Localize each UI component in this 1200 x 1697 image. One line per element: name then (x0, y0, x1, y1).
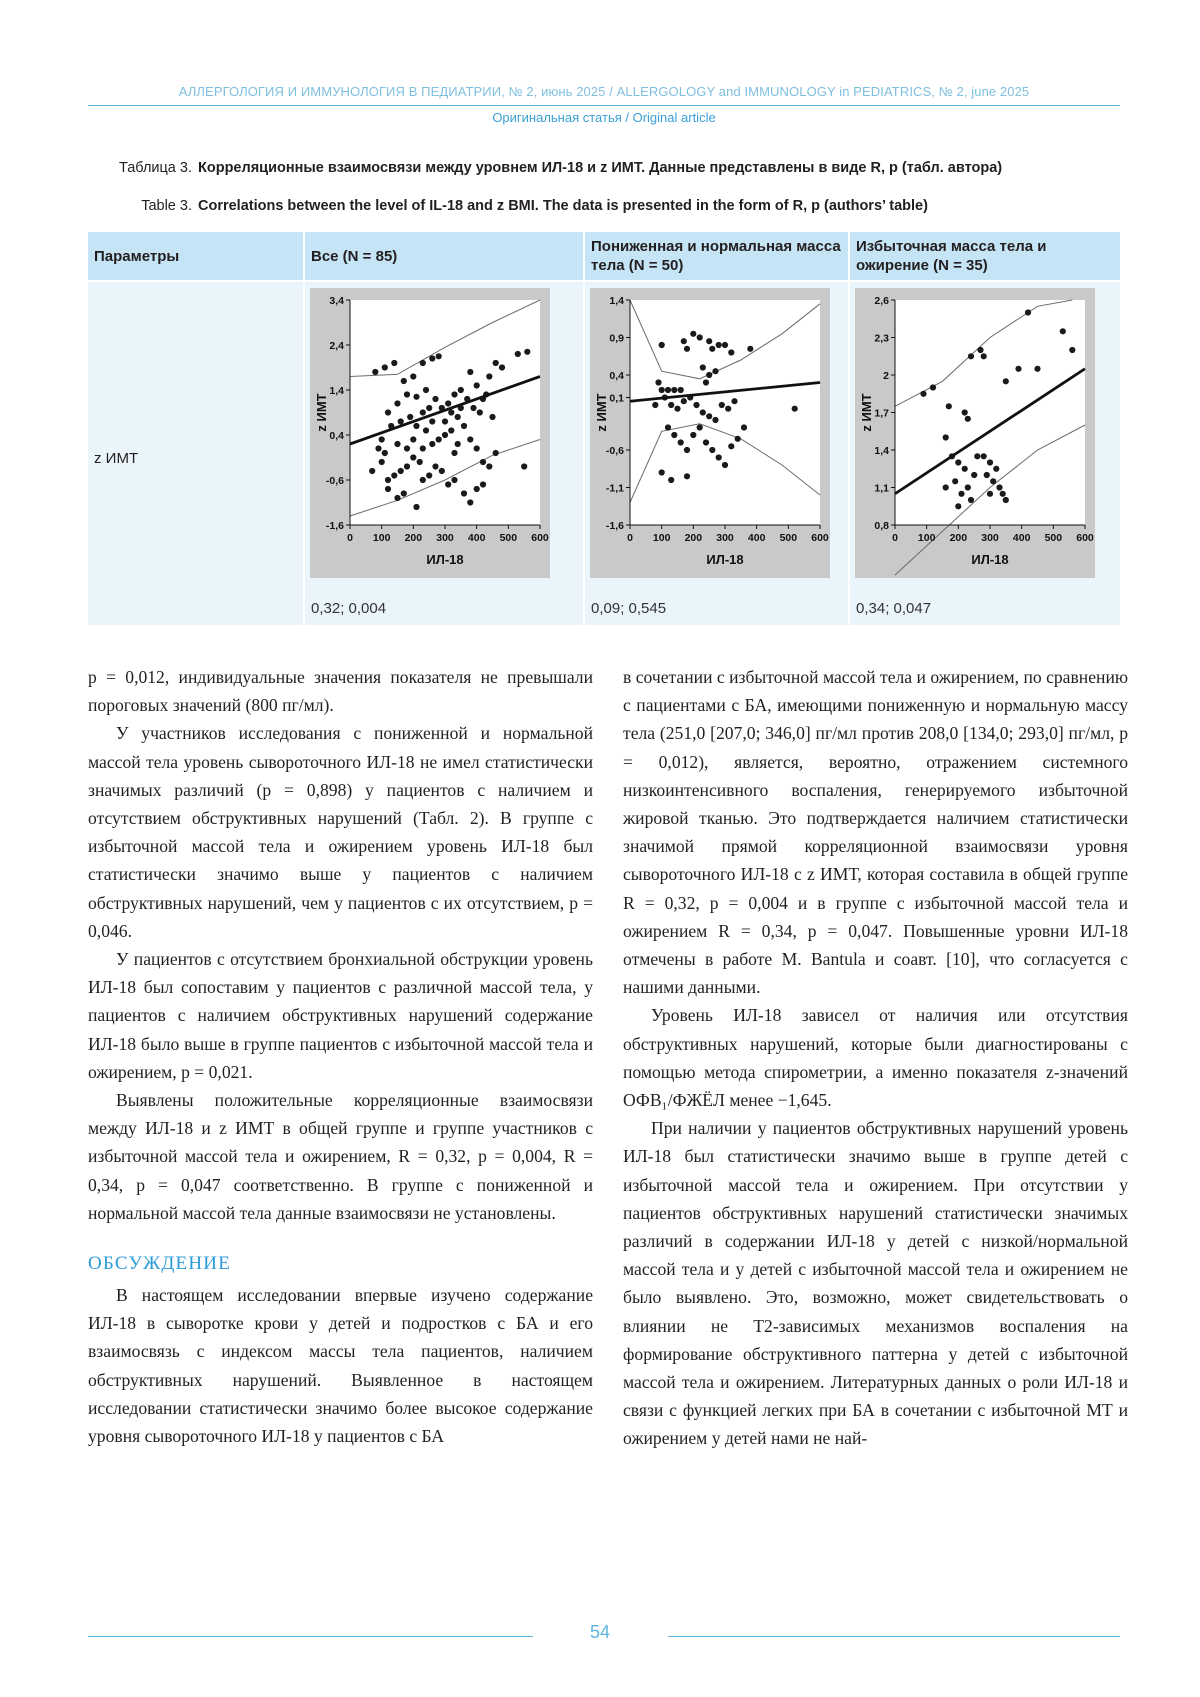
data-point (968, 497, 974, 503)
data-point (499, 364, 505, 370)
table-header-row (88, 232, 1120, 280)
data-point (792, 406, 798, 412)
data-point (407, 414, 413, 420)
y-tick-label: -0,6 (605, 445, 624, 457)
y-tick-label: 0,4 (329, 430, 344, 442)
data-point (728, 349, 734, 355)
data-point (410, 373, 416, 379)
data-point (417, 459, 423, 465)
data-point (445, 400, 451, 406)
data-point (1025, 309, 1031, 315)
data-point (461, 423, 467, 429)
y-tick-label: 2 (883, 370, 889, 382)
data-point (401, 378, 407, 384)
data-point (1034, 366, 1040, 372)
data-point (671, 432, 677, 438)
y-axis-label: z ИМТ (594, 393, 609, 432)
data-point (461, 490, 467, 496)
data-point (379, 436, 385, 442)
plot-area (350, 300, 540, 525)
data-point (486, 463, 492, 469)
data-point (448, 427, 454, 433)
data-point (410, 436, 416, 442)
data-point (445, 481, 451, 487)
data-point (678, 387, 684, 393)
data-point (700, 364, 706, 370)
data-point (369, 468, 375, 474)
stat-normal-weight: 0,09; 0,545 (591, 600, 667, 617)
data-point (413, 394, 419, 400)
data-point (971, 472, 977, 478)
data-point (987, 459, 993, 465)
data-point (706, 372, 712, 378)
data-point (965, 484, 971, 490)
data-point (451, 391, 457, 397)
data-point (943, 484, 949, 490)
data-point (474, 486, 480, 492)
x-tick-label: 400 (747, 532, 766, 544)
paragraph: В настоящем исследовании впервые изучено содержание ИЛ-18 в сыворотке крови у детей и подростков с БА и его взаимосвязь с индексом массы тела пациентов, наличием обструктивных нарушений. Выявленное в настоящем исследовании статистически значимо более высокое содержание уровня сывороточного ИЛ-18 у пациентов с БА (88, 1285, 593, 1447)
paragraph: p = 0,012, индивидуальные значения показателя не превышали пороговых значений (800 пг/мл). (88, 667, 593, 716)
data-point (413, 423, 419, 429)
x-tick-label: 0 (892, 532, 898, 544)
data-point (674, 406, 680, 412)
data-point (524, 349, 530, 355)
data-point (420, 445, 426, 451)
data-point (681, 398, 687, 404)
caption-label-ru: Таблица 3. (119, 160, 192, 176)
data-point (1003, 378, 1009, 384)
data-point (480, 481, 486, 487)
paragraph: У пациентов с отсутствием бронхиальной обструкции уровень ИЛ-18 был сопоставим у пациентов с различной массой тела, у пациентов с наличием обструктивных нарушений содержание ИЛ-18 было выше в группе пациентов с избыточной массой тела и ожирением, p = 0,021. (88, 949, 593, 1082)
y-tick-label: 3,4 (329, 295, 344, 307)
x-tick-label: 600 (811, 532, 829, 544)
data-point (1069, 347, 1075, 353)
table-body-row (88, 280, 1120, 625)
data-point (693, 402, 699, 408)
data-point (410, 454, 416, 460)
data-point (394, 495, 400, 501)
data-point (712, 417, 718, 423)
data-point (962, 466, 968, 472)
table-caption-ru (88, 160, 1120, 177)
header-overweight: Избыточная масса тела и ожирение (N = 35) (856, 238, 1047, 274)
data-point (455, 414, 461, 420)
data-point (420, 360, 426, 366)
data-point (451, 450, 457, 456)
data-point (665, 387, 671, 393)
data-point (391, 360, 397, 366)
section-heading: ОБСУЖДЕНИЕ (88, 1253, 232, 1275)
y-axis-label: z ИМТ (314, 393, 329, 432)
paragraph: При наличии у пациентов обструктивных нарушений уровень ИЛ-18 был статистически значимо выше в группе детей с избыточной массой тела и ожирением. При отсутствии у пациентов обструктивных нарушений статистически значимых различий в содержании ИЛ-18 у детей с низкой/нормальной массой тела и у детей с избыточной массой тела и ожирением не было выявлено. Это, возможно, может свидетельствовать о влиянии не Т2-зависимых механизмов воспаления на формирование обструктивного паттерна у детей с избыточной массой тела и ожирением. Литературных данных о роли ИЛ-18 и связи с функцией легких при БА в сочетании с избыточной МТ и ожирением у детей нами не най- (623, 1118, 1128, 1449)
data-point (404, 445, 410, 451)
data-point (429, 418, 435, 424)
data-point (385, 486, 391, 492)
data-point (1060, 328, 1066, 334)
data-point (432, 396, 438, 402)
x-tick-label: 500 (779, 532, 798, 544)
data-point (1000, 491, 1006, 497)
data-point (521, 463, 527, 469)
x-tick-label: 400 (467, 532, 486, 544)
data-point (1003, 497, 1009, 503)
data-point (385, 409, 391, 415)
data-point (398, 468, 404, 474)
data-point (974, 453, 980, 459)
data-point (955, 459, 961, 465)
data-point (681, 338, 687, 344)
paragraph: У участников исследования с пониженной и нормальной массой тела уровень сывороточного ИЛ-18 не имел статистически значимых различий (p = 0,898) у пациентов с наличием и отсутствием обструктивных нарушений (Табл. 2). В группе с избыточной массой тела и ожирением уровень ИЛ-18 был статистически значимо выше у пациентов с наличием обструктивных нарушений, чем у пациентов с их отсутствием, p = 0,046. (88, 723, 593, 941)
caption-text-ru: Корреляционные взаимосвязи между уровнем ИЛ-18 и z ИМТ. Данные представлены в виде R, p (табл. автора) (198, 160, 1003, 176)
data-point (404, 391, 410, 397)
data-point (728, 443, 734, 449)
x-axis-label: ИЛ-18 (971, 552, 1009, 567)
data-point (709, 346, 715, 352)
data-point (930, 384, 936, 390)
header-normal-weight: Пониженная и нормальная масса тела (N = 50) (585, 232, 850, 280)
data-point (423, 387, 429, 393)
x-tick-label: 300 (981, 532, 999, 544)
header-all: Все (N = 85) (305, 232, 585, 280)
data-point (722, 342, 728, 348)
data-point (706, 413, 712, 419)
scatter-chart-all (310, 288, 550, 578)
data-point (943, 434, 949, 440)
data-point (690, 331, 696, 337)
data-point (722, 462, 728, 468)
data-point (480, 459, 486, 465)
data-point (486, 373, 492, 379)
y-tick-label: 1,4 (874, 445, 889, 457)
x-axis-label: ИЛ-18 (706, 552, 744, 567)
data-point (474, 445, 480, 451)
data-point (697, 334, 703, 340)
y-tick-label: 1,1 (874, 482, 889, 495)
y-tick-label: 2,3 (874, 332, 889, 345)
plot-area (630, 300, 820, 525)
y-tick-label: 0,8 (874, 520, 889, 532)
data-point (379, 459, 385, 465)
data-point (442, 432, 448, 438)
data-point (946, 403, 952, 409)
table-caption-en (88, 198, 1120, 215)
data-point (706, 338, 712, 344)
data-point (659, 469, 665, 475)
y-tick-label: -0,6 (325, 475, 344, 487)
data-point (436, 353, 442, 359)
journal-header: АЛЛЕРГОЛОГИЯ И ИММУНОЛОГИЯ В ПЕДИАТРИИ, № 2, июнь 2025 / ALLERGOLOGY and IMMUNOLOGY in PEDIATRICS, № 2, june 2025 (178, 84, 1030, 99)
x-tick-label: 100 (652, 532, 671, 544)
x-axis-label: ИЛ-18 (426, 552, 464, 567)
data-point (451, 477, 457, 483)
y-tick-label: -1,1 (605, 482, 624, 495)
data-point (385, 477, 391, 483)
y-tick-label: 0,1 (609, 392, 624, 405)
data-point (659, 387, 665, 393)
x-tick-label: 600 (531, 532, 549, 544)
data-point (493, 450, 499, 456)
x-tick-label: 300 (436, 532, 454, 544)
page-number: 54 (589, 1622, 611, 1642)
data-point (703, 439, 709, 445)
paragraph: Уровень ИЛ-18 зависел от наличия или отсутствия обструктивных нарушений, которые были диагностированы с помощью метода спирометрии, а именно показателя z-значений ОФВ₁/ФЖЁЛ менее −1,645. (623, 1005, 1128, 1111)
x-tick-label: 300 (716, 532, 734, 544)
data-point (429, 441, 435, 447)
data-point (962, 409, 968, 415)
x-tick-label: 500 (1044, 532, 1063, 544)
data-point (697, 424, 703, 430)
x-tick-label: 500 (499, 532, 518, 544)
data-point (984, 472, 990, 478)
y-tick-label: 1,7 (874, 407, 889, 420)
chart-cell-overweight (850, 282, 1120, 625)
x-tick-label: 100 (372, 532, 391, 544)
data-point (391, 472, 397, 478)
data-point (426, 405, 432, 411)
data-point (993, 466, 999, 472)
data-point (467, 369, 473, 375)
data-point (470, 405, 476, 411)
data-point (420, 409, 426, 415)
data-point (981, 453, 987, 459)
paragraph: Выявлены положительные корреляционные взаимосвязи между ИЛ-18 и z ИМТ в общей группе и группе участников с избыточной массой тела и ожирением, R = 0,32, p = 0,004, R = 0,34, p = 0,047 соответственно. В группе с пониженной и нормальной массой тела данные взаимосвязи не установлены. (88, 1090, 593, 1223)
scatter-chart-overweight (855, 288, 1095, 578)
data-point (920, 391, 926, 397)
row-label: z ИМТ (94, 450, 139, 467)
stat-overweight: 0,34; 0,047 (856, 600, 932, 617)
data-point (716, 454, 722, 460)
data-point (668, 402, 674, 408)
data-point (401, 490, 407, 496)
y-axis-label: z ИМТ (859, 393, 874, 432)
row-label-cell (88, 282, 305, 625)
paragraph: в сочетании с избыточной массой тела и ожирением, по сравнению с пациентами с БА, имеющими пониженную и нормальную массу тела (251,0 [207,0; 346,0] пг/мл против 208,0 [134,0; 293,0] пг/мл, p = 0,012), является, вероятно, отражением системного низкоинтенсивного воспаления, генерируемого избыточной жировой тканью. Это подтверждается наличием статистически значимой прямой корреляционной взаимосвязи уровня сывороточного ИЛ-18 с z ИМТ, которая составила в общей группе R = 0,32, p = 0,004 и в группе с избыточной массой тела и ожирением R = 0,34, p = 0,047. Повышенные уровни ИЛ-18 отмечены в работе M. Bantula и соавт. [10], что согласуется с нашими данными. (623, 667, 1128, 998)
data-point (690, 432, 696, 438)
data-point (375, 445, 381, 451)
data-point (442, 418, 448, 424)
data-point (741, 424, 747, 430)
data-point (719, 402, 725, 408)
data-point (958, 491, 964, 497)
x-tick-label: 600 (1076, 532, 1094, 544)
caption-text-en: Correlations between the level of IL-18 and z BMI. The data is presented in the form of R, p (authors’ table) (198, 198, 928, 214)
data-point (747, 346, 753, 352)
footer-divider-left (88, 1636, 533, 1637)
data-point (420, 477, 426, 483)
correlation-table (88, 232, 1120, 625)
article-type: Оригинальная статья / Original article (492, 110, 716, 125)
text-column-right (623, 663, 1128, 1453)
data-point (382, 364, 388, 370)
scatter-chart-normal-weight (590, 288, 830, 578)
header-parameters: Параметры (88, 232, 305, 280)
data-point (372, 369, 378, 375)
data-point (987, 491, 993, 497)
data-point (477, 409, 483, 415)
x-tick-label: 0 (347, 532, 353, 544)
data-point (429, 355, 435, 361)
footer-divider-right (668, 1636, 1120, 1637)
data-point (668, 477, 674, 483)
data-point (655, 379, 661, 385)
data-point (659, 342, 665, 348)
x-tick-label: 200 (949, 532, 968, 544)
data-point (458, 387, 464, 393)
data-point (382, 450, 388, 456)
data-point (489, 414, 495, 420)
data-point (731, 398, 737, 404)
data-point (981, 353, 987, 359)
data-point (394, 400, 400, 406)
y-tick-label: -1,6 (325, 520, 344, 532)
data-point (716, 342, 722, 348)
data-point (426, 472, 432, 478)
data-point (474, 382, 480, 388)
data-point (712, 368, 718, 374)
y-tick-label: 2,6 (874, 295, 889, 307)
data-point (996, 484, 1002, 490)
text-column-left (88, 663, 593, 1450)
data-point (965, 416, 971, 422)
data-point (700, 409, 706, 415)
data-point (398, 418, 404, 424)
x-tick-label: 200 (684, 532, 703, 544)
data-point (515, 351, 521, 357)
data-point (990, 478, 996, 484)
x-tick-label: 0 (627, 532, 633, 544)
data-point (467, 499, 473, 505)
y-tick-label: 2,4 (329, 340, 344, 352)
x-tick-label: 200 (404, 532, 423, 544)
chart-cell-normal (585, 282, 850, 625)
data-point (977, 347, 983, 353)
data-point (684, 346, 690, 352)
data-point (709, 447, 715, 453)
data-point (952, 478, 958, 484)
x-tick-label: 400 (1012, 532, 1031, 544)
y-tick-label: 1,4 (609, 295, 624, 307)
data-point (432, 463, 438, 469)
data-point (394, 441, 400, 447)
y-tick-label: 0,9 (609, 332, 624, 345)
data-point (735, 436, 741, 442)
data-point (678, 439, 684, 445)
data-point (439, 468, 445, 474)
x-tick-label: 100 (917, 532, 936, 544)
y-tick-label: 1,4 (329, 385, 344, 397)
data-point (423, 427, 429, 433)
data-point (652, 402, 658, 408)
data-point (455, 441, 461, 447)
data-point (1015, 366, 1021, 372)
data-point (968, 353, 974, 359)
data-point (493, 360, 499, 366)
data-point (671, 387, 677, 393)
caption-label-en: Table 3. (141, 198, 192, 214)
data-point (448, 409, 454, 415)
y-tick-label: 0,4 (609, 370, 624, 382)
data-point (703, 379, 709, 385)
data-point (413, 504, 419, 510)
data-point (684, 447, 690, 453)
data-point (725, 406, 731, 412)
data-point (467, 436, 473, 442)
chart-cell-all (305, 282, 585, 625)
data-point (436, 436, 442, 442)
data-point (955, 503, 961, 509)
y-tick-label: -1,6 (605, 520, 624, 532)
stat-all: 0,32; 0,004 (311, 600, 387, 617)
data-point (684, 473, 690, 479)
data-point (665, 424, 671, 430)
header-divider (88, 105, 1120, 106)
data-point (404, 463, 410, 469)
